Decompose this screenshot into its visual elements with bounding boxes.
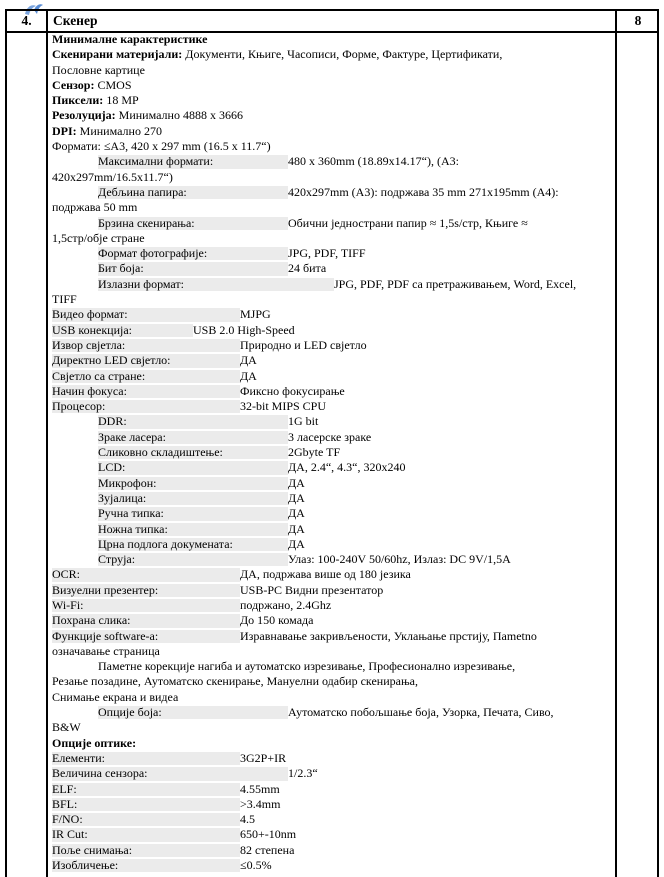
item-quantity: 8: [634, 13, 642, 28]
spec-value: Изравнавање закривљености, Уклањање прстију, Пametno: [240, 628, 537, 643]
spec-value: Документи, Књиге, Часописи, Форме, Фактуре, Цертификати,: [182, 47, 503, 62]
spec-label: Визуелни презентер:: [52, 582, 159, 597]
spec-label: Зраке ласера:: [98, 429, 166, 444]
spec-line: [52, 583, 612, 598]
spec-label: Извор свјетла:: [52, 337, 126, 352]
spec-line: [52, 78, 612, 93]
spec-line: [52, 659, 612, 674]
spec-label: Ручна типка:: [98, 506, 164, 521]
spec-value: CMOS: [94, 77, 132, 92]
spec-line: [52, 47, 612, 62]
spec-line: [52, 32, 612, 47]
spec-line: [52, 629, 612, 644]
spec-label: Wi-Fi:: [52, 597, 84, 612]
spec-line: [52, 338, 612, 353]
spec-label: BFL:: [52, 796, 78, 811]
spec-label: Процесор:: [52, 399, 106, 414]
spec-label: Функције software-a:: [52, 628, 159, 643]
spec-value: До 150 комада: [240, 613, 314, 628]
spec-line: [52, 139, 612, 154]
spec-line: [52, 445, 612, 460]
spec-line: [52, 277, 612, 292]
spec-label: Микрофон:: [98, 475, 157, 490]
spec-value: JPG, PDF, PDF са претраживањем, Word, Excel,: [334, 276, 577, 291]
spec-line: [52, 307, 612, 322]
item-title: Скенер: [53, 13, 98, 28]
spec-value: Минимално 270: [76, 123, 162, 138]
spec-value: JPG, PDF, TIFF: [288, 246, 366, 261]
spec-label: Поље снимања:: [52, 842, 133, 857]
spec-value: Формати: ≤A3, 420 x 297 mm (16.5 x 11.7“): [52, 139, 271, 154]
spec-label: Директно LED свјетло:: [52, 353, 171, 368]
spec-label: Струја:: [98, 552, 136, 567]
spec-line: [52, 154, 612, 169]
spec-line-continued: 1,5стр/обје стране: [52, 230, 145, 245]
spec-line: [52, 93, 612, 108]
spec-value: USB-PC Видни презентатор: [240, 582, 384, 597]
spec-line: [52, 827, 612, 842]
spec-label: Видео формат:: [52, 307, 128, 322]
spec-line-continued: Пословне картице: [52, 62, 145, 77]
spec-value: ≤0.5%: [240, 858, 272, 873]
spec-line: [52, 124, 612, 139]
spec-value: 32-bit MIPS CPU: [240, 399, 327, 414]
spec-label: Пиксели:: [52, 93, 104, 108]
spec-label: DPI:: [52, 123, 77, 138]
spec-value: ДА: [240, 353, 257, 368]
spec-label: Формат фотографије:: [98, 246, 208, 261]
spec-line-continued: B&W: [52, 720, 81, 735]
spec-value: 1G bit: [288, 414, 319, 429]
spec-value: 4.55mm: [240, 781, 280, 796]
spec-label: ELF:: [52, 781, 77, 796]
spec-line: [52, 246, 612, 261]
spec-label: Максимални формати:: [98, 154, 214, 169]
spec-label: Величина сензора:: [52, 766, 148, 781]
spec-label: Сликовно складиштење:: [98, 445, 223, 460]
spec-value: ДА: [240, 368, 257, 383]
spec-line: [52, 598, 612, 613]
spec-line-continued: TIFF: [52, 292, 77, 307]
spec-line: [52, 506, 612, 521]
spec-value: ДА: [288, 536, 305, 551]
spec-value: подржано, 2.4Ghz: [240, 597, 332, 612]
spec-label: F/NO:: [52, 812, 83, 827]
spec-line: [52, 537, 612, 552]
spec-label: Бит боја:: [98, 261, 144, 276]
spec-label: Свјетло са стране:: [52, 368, 146, 383]
spec-line: [52, 552, 612, 567]
spec-value: 24 бита: [288, 261, 327, 276]
spec-line: [52, 522, 612, 537]
spec-label: Дебљина папира:: [98, 184, 187, 199]
spec-label: USB конекција:: [52, 322, 132, 337]
spec-label: Ножна типка:: [98, 521, 168, 536]
row-shading: [52, 798, 240, 811]
spec-value: 2Gbyte TF: [288, 445, 341, 460]
spec-label: Црна подлога докумената:: [98, 536, 233, 551]
spec-value: Аутоматско побољшање боја, Узорка, Печата, Сиво,: [288, 705, 554, 720]
spec-value: Улаз: 100-240V 50/60hz, Излаз: DC 9V/1,5A: [288, 552, 511, 567]
spec-value: 4.5: [240, 812, 255, 827]
spec-line-continued: Снимање екрана и видеа: [52, 689, 179, 704]
spec-value: 3 ласерске зраке: [288, 429, 372, 444]
spec-line: [52, 751, 612, 766]
spec-line: [52, 261, 612, 276]
spec-line: [52, 858, 612, 873]
spec-value: ДА, 2.4“, 4.3“, 320x240: [288, 460, 406, 475]
spec-value: ДА: [288, 521, 305, 536]
spec-line: [52, 705, 612, 720]
spec-line: [52, 766, 612, 781]
spec-label: Зујалица:: [98, 490, 147, 505]
spec-value: 480 x 360mm (18.89x14.17“), (A3:: [288, 154, 459, 169]
spec-line-continued: Резање позадине, Аутоматско скенирање, Мануелни одабир скенирања,: [52, 674, 418, 689]
spec-value: ДА: [288, 475, 305, 490]
spec-line-continued: подржава 50 mm: [52, 200, 138, 215]
spec-value: 82 степена: [240, 842, 295, 857]
spec-line: [52, 323, 612, 338]
spec-value: ДА, подржава више од 180 језика: [240, 567, 411, 582]
spec-line: [52, 399, 612, 414]
spec-value: Минимално 4888 x 3666: [115, 108, 243, 123]
spec-line: [52, 736, 612, 751]
spec-label: DDR:: [98, 414, 127, 429]
row-shading: [52, 783, 240, 796]
spec-label: Опције оптике:: [52, 735, 137, 750]
spec-paragraph: Паметне корекције нагиба и аутоматско изрезивање, Професионално изрезивање,: [98, 659, 516, 674]
spec-line: [52, 430, 612, 445]
spec-value: >3.4mm: [240, 796, 281, 811]
spec-line: [52, 185, 612, 200]
spec-line: [52, 782, 612, 797]
spec-label: Брзина скенирања:: [98, 215, 195, 230]
item-number: 4.: [21, 13, 32, 28]
spec-label: Минималне карактеристике: [52, 32, 208, 46]
spec-value: MJPG: [240, 307, 271, 322]
spec-value: Природно и LED свјетло: [240, 337, 367, 352]
spec-value: 18 MP: [103, 93, 139, 108]
spec-value: 1/2.3“: [288, 766, 318, 781]
spec-value: USB 2.0 High-Speed: [193, 322, 295, 337]
spec-value: ДА: [288, 506, 305, 521]
spec-line: [52, 369, 612, 384]
spec-label: LCD:: [98, 460, 126, 475]
spec-label: Изобличење:: [52, 858, 119, 873]
spec-line: [52, 108, 612, 123]
spec-value: ДА: [288, 490, 305, 505]
spec-line: [52, 384, 612, 399]
spec-line: [52, 353, 612, 368]
spec-line: [52, 491, 612, 506]
spec-value: 3G2P+IR: [240, 750, 287, 765]
spec-line: [52, 414, 612, 429]
row-shading: [98, 461, 288, 474]
spec-label: Резолуција:: [52, 108, 116, 123]
spec-line: [52, 460, 612, 475]
spec-label: Излазни формат:: [98, 276, 185, 291]
spec-label: Опције боја:: [98, 705, 162, 720]
spec-line: [52, 567, 612, 582]
spec-line-continued: означавање страница: [52, 643, 160, 658]
spec-label: Начин фокуса:: [52, 383, 127, 398]
spec-label: Сензор:: [52, 77, 95, 92]
spec-line: [52, 812, 612, 827]
spec-value: Обични једнострани папир ≈ 1,5s/стр, Књиге ≈: [288, 215, 528, 230]
spec-label: OCR:: [52, 567, 81, 582]
spec-line-continued: 420x297mm/16.5x11.7“): [52, 169, 173, 184]
spec-value: 650+-10nm: [240, 827, 297, 842]
spec-line: [52, 476, 612, 491]
spec-line: [52, 613, 612, 628]
spec-value: 420x297mm (A3): подржава 35 mm 271x195mm (A4):: [288, 184, 559, 199]
spec-label: Похрана слика:: [52, 613, 131, 628]
spec-label: Скенирани материјали:: [52, 47, 183, 62]
spec-value: Фиксно фокусирање: [240, 383, 345, 398]
spec-line: [52, 216, 612, 231]
spec-line: [52, 797, 612, 812]
spec-line: [52, 843, 612, 858]
spec-label: IR Cut:: [52, 827, 88, 842]
spec-label: Елементи:: [52, 750, 105, 765]
spec-content: [52, 32, 612, 873]
row-shading: [52, 568, 240, 581]
